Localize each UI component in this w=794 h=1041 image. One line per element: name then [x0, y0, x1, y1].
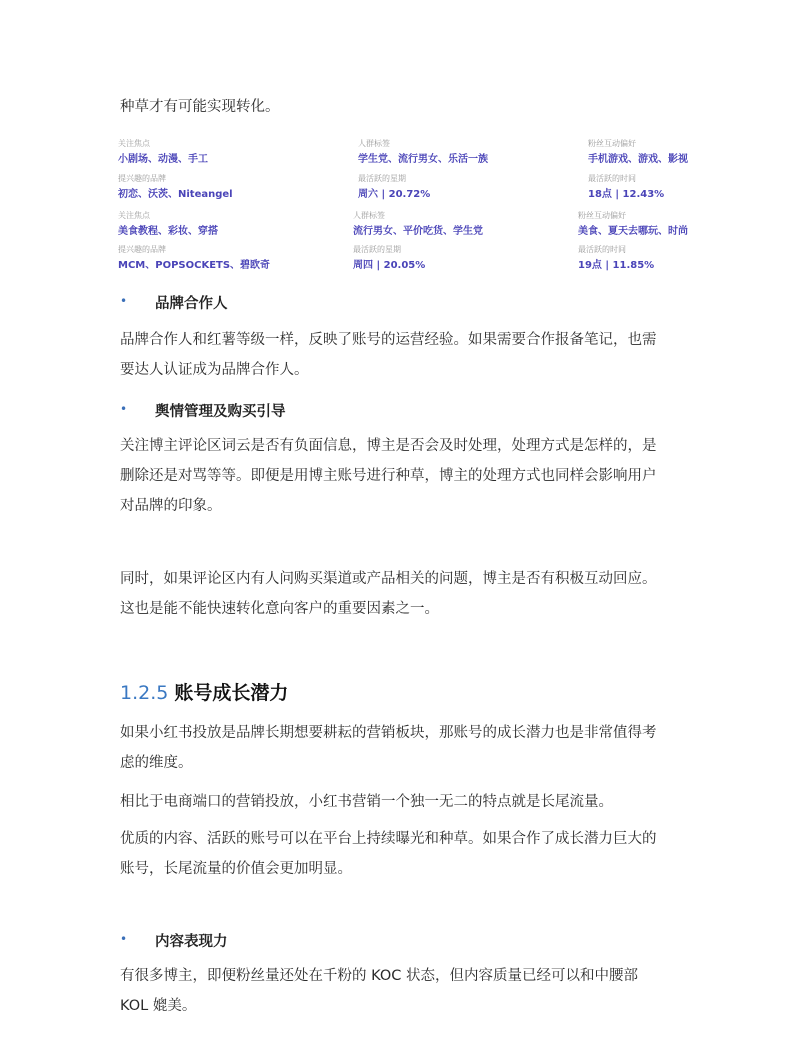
bullet-dot: •: [120, 402, 128, 416]
paragraph-line: 删除还是对骂等等。即便是用博主账号进行种草，博主的处理方式也同样会影响用户: [120, 468, 657, 484]
paragraph-line: 这也是能不能快速转化意向客户的重要因素之一。: [120, 601, 439, 617]
paragraph-line: KOL 媲美。: [120, 998, 197, 1014]
grid-cell-value: 美食教程、彩妆、穿搭: [118, 226, 218, 237]
grid-cell: [588, 173, 664, 202]
paragraph-line: 优质的内容、活跃的账号可以在平台上持续曝光和种草。如果合作了成长潜力巨大的: [120, 831, 657, 847]
grid-cell: [118, 138, 208, 167]
grid-cell: [118, 244, 270, 273]
grid-cell-label: 提兴趣的品牌: [118, 174, 166, 183]
paragraph-line: 相比于电商端口的营销投放，小红书营销一个独一无二的特点就是长尾流量。: [120, 794, 613, 810]
grid-cell-label: 最活跃的时间: [578, 245, 626, 254]
grid-cell-value: 美食、夏天去哪玩、时尚: [578, 226, 688, 237]
paragraph-line: 要达人认证成为品牌合作人。: [120, 362, 309, 378]
grid-cell-value: 19点 | 11.85%: [578, 260, 655, 271]
paragraph: [120, 824, 680, 884]
paragraph-line: 虑的维度。: [120, 755, 193, 771]
bullet-title-brand-partner: 品牌合作人: [155, 296, 228, 312]
grid-cell-value: 周六 | 20.72%: [358, 189, 431, 200]
grid-cell-label: 关注焦点: [118, 139, 150, 148]
paragraph: [120, 961, 680, 1021]
grid-cell-value: 小剧场、动漫、手工: [118, 154, 208, 165]
grid-cell-label: 人群标签: [358, 139, 390, 148]
bullet-title-sentiment: 舆情管理及购买引导: [155, 404, 286, 420]
grid-cell-value: 手机游戏、游戏、影视: [588, 154, 688, 165]
paragraph: [120, 787, 680, 817]
grid-cell-value: 18点 | 12.43%: [588, 189, 665, 200]
section-heading: [120, 678, 288, 705]
grid-cell-value: 初恋、沃茨、Niteangel: [118, 189, 233, 200]
bullet-title-content-performance: 内容表现力: [155, 934, 228, 950]
grid-cell-label: 最活跃的时间: [588, 174, 636, 183]
section-title: 账号成长潜力: [174, 682, 289, 704]
section-number: 1.2.5: [120, 682, 169, 704]
paragraph-line: 对品牌的印象。: [120, 498, 222, 514]
grid-cell: [353, 244, 425, 273]
grid-cell: [118, 173, 233, 202]
paragraph: [120, 718, 680, 778]
grid-cell-label: 粉丝互动偏好: [578, 211, 626, 220]
grid-cell: [578, 210, 688, 239]
grid-cell: [118, 210, 218, 239]
grid-cell-label: 人群标签: [353, 211, 385, 220]
grid-cell: [588, 138, 688, 167]
grid-cell-value: 学生党、流行男女、乐活一族: [358, 154, 488, 165]
paragraph-line: 同时，如果评论区内有人问购买渠道或产品相关的问题，博主是否有积极互动回应。: [120, 571, 657, 587]
paragraph-line: 品牌合作人和红薯等级一样，反映了账号的运营经验。如果需要合作报备笔记，也需: [120, 332, 657, 348]
grid-cell: [578, 244, 654, 273]
paragraph: [120, 431, 680, 521]
grid-cell-value: MCM、POPSOCKETS、碧欧奇: [118, 260, 271, 271]
grid-cell-label: 粉丝互动偏好: [588, 139, 636, 148]
grid-cell-label: 关注焦点: [118, 211, 150, 220]
grid-cell-label: 最活跃的星期: [353, 245, 401, 254]
grid-cell-value: 流行男女、平价吃货、学生党: [353, 226, 483, 237]
bullet-dot: •: [120, 932, 128, 946]
account-profile-grid: [118, 132, 688, 280]
grid-cell-label: 最活跃的星期: [358, 174, 406, 183]
bullet-dot: •: [120, 294, 128, 308]
paragraph-line: 账号，长尾流量的价值会更加明显。: [120, 861, 352, 877]
grid-cell: [358, 138, 488, 167]
paragraph-line: 有很多博主，即便粉丝量还处在千粉的 KOC 状态，但内容质量已经可以和中腰部: [120, 968, 638, 984]
paragraph-line: 如果小红书投放是品牌长期想要耕耘的营销板块，那账号的成长潜力也是非常值得考: [120, 725, 657, 741]
grid-cell-label: 提兴趣的品牌: [118, 245, 166, 254]
paragraph: [120, 325, 680, 385]
intro-text: 种草才有可能实现转化。: [120, 99, 280, 115]
grid-cell-value: 周四 | 20.05%: [353, 260, 426, 271]
grid-cell: [353, 210, 483, 239]
grid-cell: [358, 173, 430, 202]
paragraph: [120, 564, 680, 624]
paragraph-line: 关注博主评论区词云是否有负面信息，博主是否会及时处理，处理方式是怎样的，是: [120, 438, 657, 454]
